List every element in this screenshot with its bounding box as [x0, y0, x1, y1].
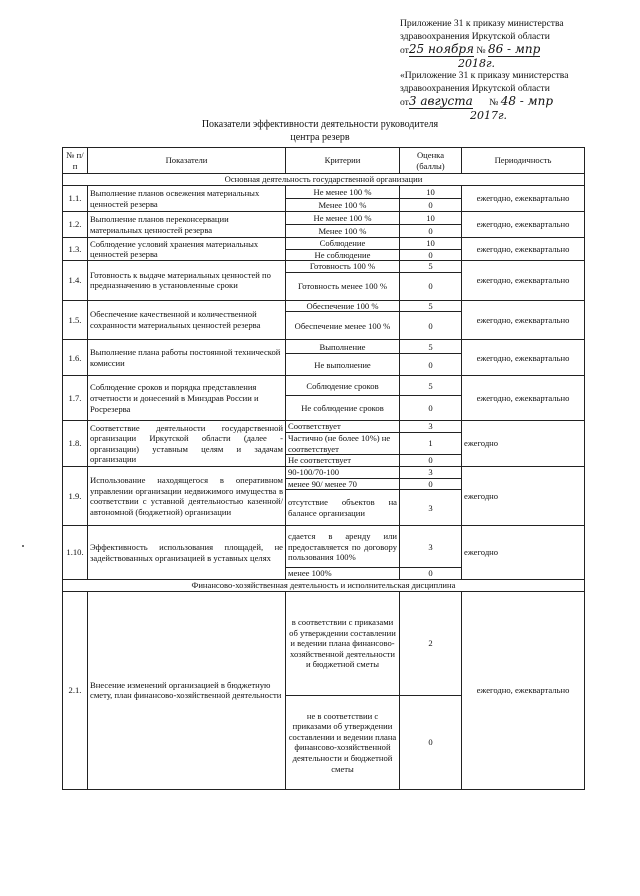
- table-header-row: [63, 148, 585, 174]
- order-header-original: [400, 70, 568, 121]
- row-number: 1.9.: [63, 467, 88, 526]
- score-cell: 3: [400, 467, 462, 479]
- table-row: [63, 261, 585, 273]
- period-cell: ежегодно: [462, 467, 585, 526]
- indicator-cell: Использование находящегося в оперативном управлении организации недвижимого имущества в соответствии с уставной деятельностью казенной/ автономной (бюджетной) организации: [88, 467, 286, 526]
- score-cell: 5: [400, 376, 462, 396]
- period-cell: ежегодно, ежеквартально: [462, 591, 585, 789]
- table-row: [63, 421, 585, 433]
- row-number: 1.4.: [63, 261, 88, 301]
- score-cell: 0: [400, 396, 462, 421]
- criteria-cell: Менее 100 %: [286, 199, 400, 212]
- score-cell: 3: [400, 490, 462, 526]
- criteria-cell: Готовность менее 100 %: [286, 272, 400, 300]
- handwritten-number: 86 - мпр: [487, 42, 541, 56]
- indicator-cell: Соответствие деятельности государственной организации Иркутской области (далее - организации) уставным целям и задачам организации: [88, 421, 286, 467]
- criteria-cell: Соблюдение: [286, 238, 400, 250]
- title-line-1: Показатели эффективности деятельности руководителя: [201, 119, 439, 130]
- row-number: 1.2.: [63, 212, 88, 238]
- period-cell: ежегодно: [462, 421, 585, 467]
- criteria-cell: сдается в аренду или предоставляется по договору пользования 100%: [286, 526, 400, 568]
- period-cell: ежегодно, ежеквартально: [462, 376, 585, 421]
- score-cell: 0: [400, 199, 462, 212]
- score-cell: 3: [400, 421, 462, 433]
- period-cell: ежегодно: [462, 526, 585, 580]
- criteria-cell: не в соответствии с приказами об утверждении составлении и ведении плана финансово-хозяйственной деятельности и бюджетной сметы: [286, 695, 400, 789]
- criteria-cell: менее 90/ менее 70: [286, 478, 400, 490]
- indicator-cell: Обеспечение качественной и количественной сохранности материальных ценностей резерва: [88, 300, 286, 340]
- score-cell: 10: [400, 186, 462, 199]
- row-number: 1.1.: [63, 186, 88, 212]
- criteria-cell: отсутствие объектов на балансе организации: [286, 490, 400, 526]
- criteria-cell: Не менее 100 %: [286, 186, 400, 199]
- indicator-cell: Готовность к выдаче материальных ценностей по предназначению в установленные сроки: [88, 261, 286, 301]
- date-prefix: от: [400, 45, 409, 56]
- score-cell: 0: [400, 568, 462, 580]
- indicator-cell: Выполнение планов переконсервации материальных ценностей резерва: [88, 212, 286, 238]
- score-cell: 5: [400, 261, 462, 273]
- criteria-cell: Соблюдение сроков: [286, 376, 400, 396]
- row-number: 1.3.: [63, 238, 88, 261]
- indicator-cell: Соблюдение сроков и порядка представления отчетности и донесений в Минздрав России и Росрезерва: [88, 376, 286, 421]
- table-row: [63, 340, 585, 354]
- handwritten-year: 2017г.: [470, 108, 508, 122]
- period-cell: ежегодно, ежеквартально: [462, 340, 585, 376]
- section-row: [63, 174, 585, 186]
- score-cell: 0: [400, 312, 462, 340]
- column-header-score: Оценка (баллы): [400, 148, 462, 174]
- column-header-period: Периодичность: [462, 148, 585, 174]
- period-cell: ежегодно, ежеквартально: [462, 261, 585, 301]
- score-cell: 0: [400, 225, 462, 238]
- header-date-line: [400, 43, 564, 58]
- criteria-cell: Не соблюдение сроков: [286, 396, 400, 421]
- handwritten-year: 2018г.: [458, 56, 496, 70]
- table-row: [63, 526, 585, 568]
- period-cell: ежегодно, ежеквартально: [462, 212, 585, 238]
- criteria-cell: Не менее 100 %: [286, 212, 400, 225]
- score-cell: 1: [400, 432, 462, 454]
- score-cell: 2: [400, 591, 462, 695]
- column-header-criteria: Критерии: [286, 148, 400, 174]
- header-line-1: «Приложение 31 к приказу министерства: [400, 70, 569, 81]
- criteria-cell: Обеспечение 100 %: [286, 300, 400, 312]
- table-row: [63, 300, 585, 312]
- score-cell: 0: [400, 695, 462, 789]
- number-prefix: №: [476, 45, 486, 56]
- criteria-cell: 90-100/70-100: [286, 467, 400, 479]
- score-cell: 0: [400, 354, 462, 376]
- handwritten-date: 3 августа: [408, 94, 473, 108]
- indicator-cell: Внесение изменений организацией в бюджетную смету, план финансово-хозяйственной деятельности: [88, 591, 286, 789]
- table-row: [63, 186, 585, 199]
- header-line-2: здравоохранения Иркутской области: [400, 30, 550, 42]
- number-prefix: №: [489, 97, 499, 108]
- criteria-cell: Не соответствует: [286, 455, 400, 467]
- criteria-cell: Не выполнение: [286, 354, 400, 376]
- criteria-cell: Частично (не более 10%) не соответствует: [286, 432, 400, 454]
- section-row: [63, 579, 585, 591]
- score-cell: 0: [400, 272, 462, 300]
- score-cell: 10: [400, 212, 462, 225]
- table-row: [63, 376, 585, 396]
- section-title-main: Основная деятельность государственной организации: [63, 174, 585, 186]
- row-number: 2.1.: [63, 591, 88, 789]
- indicator-cell: Соблюдение условий хранения материальных ценностей резерва: [88, 238, 286, 261]
- header-line-1: Приложение 31 к приказу министерства: [400, 18, 564, 29]
- table-row: [63, 212, 585, 225]
- table-row: [63, 591, 585, 695]
- criteria-cell: в соответствии с приказами об утверждении составлении и ведении плана финансово-хозяйственной деятельности и бюджетной сметы: [286, 591, 400, 695]
- period-cell: ежегодно, ежеквартально: [462, 238, 585, 261]
- row-number: 1.8.: [63, 421, 88, 467]
- table-row: [63, 238, 585, 250]
- criteria-cell: Обеспечение менее 100 %: [286, 312, 400, 340]
- score-cell: 0: [400, 249, 462, 261]
- handwritten-number: 48 - мпр: [500, 94, 554, 108]
- period-cell: ежегодно, ежеквартально: [462, 300, 585, 340]
- criteria-cell: Выполнение: [286, 340, 400, 354]
- score-cell: 3: [400, 526, 462, 568]
- criteria-cell: менее 100%: [286, 568, 400, 580]
- scan-speck: [22, 545, 24, 547]
- score-cell: 5: [400, 300, 462, 312]
- row-number: 1.5.: [63, 300, 88, 340]
- criteria-cell: Соответствует: [286, 421, 400, 433]
- criteria-cell: Готовность 100 %: [286, 261, 400, 273]
- indicators-table: [62, 147, 585, 790]
- row-number: 1.7.: [63, 376, 88, 421]
- column-header-indicator: Показатели: [88, 148, 286, 174]
- score-cell: 0: [400, 455, 462, 467]
- section-title-finance: Финансово-хозяйственная деятельность и исполнительская дисциплина: [63, 579, 585, 591]
- row-number: 1.10.: [63, 526, 88, 580]
- criteria-cell: Менее 100 %: [286, 225, 400, 238]
- column-header-num: № п/п: [63, 148, 88, 174]
- header-date-line: [400, 95, 568, 110]
- indicator-cell: Выполнение планов освежения материальных ценностей резерва: [88, 186, 286, 212]
- criteria-cell: Не соблюдение: [286, 249, 400, 261]
- indicator-cell: Эффективность использования площадей, не задействованных организацией в уставных целях: [88, 526, 286, 580]
- indicator-cell: Выполнение плана работы постоянной технической комиссии: [88, 340, 286, 376]
- period-cell: ежегодно, ежеквартально: [462, 186, 585, 212]
- order-header-current: [400, 18, 564, 69]
- handwritten-date: 25 ноября: [408, 42, 474, 56]
- document-title: [0, 118, 640, 144]
- date-prefix: от: [400, 97, 409, 108]
- score-cell: 10: [400, 238, 462, 250]
- row-number: 1.6.: [63, 340, 88, 376]
- title-line-2: центра резерв: [290, 132, 350, 143]
- table-row: [63, 467, 585, 479]
- score-cell: 5: [400, 340, 462, 354]
- header-line-2: здравоохранения Иркутской области: [400, 82, 550, 94]
- score-cell: 0: [400, 478, 462, 490]
